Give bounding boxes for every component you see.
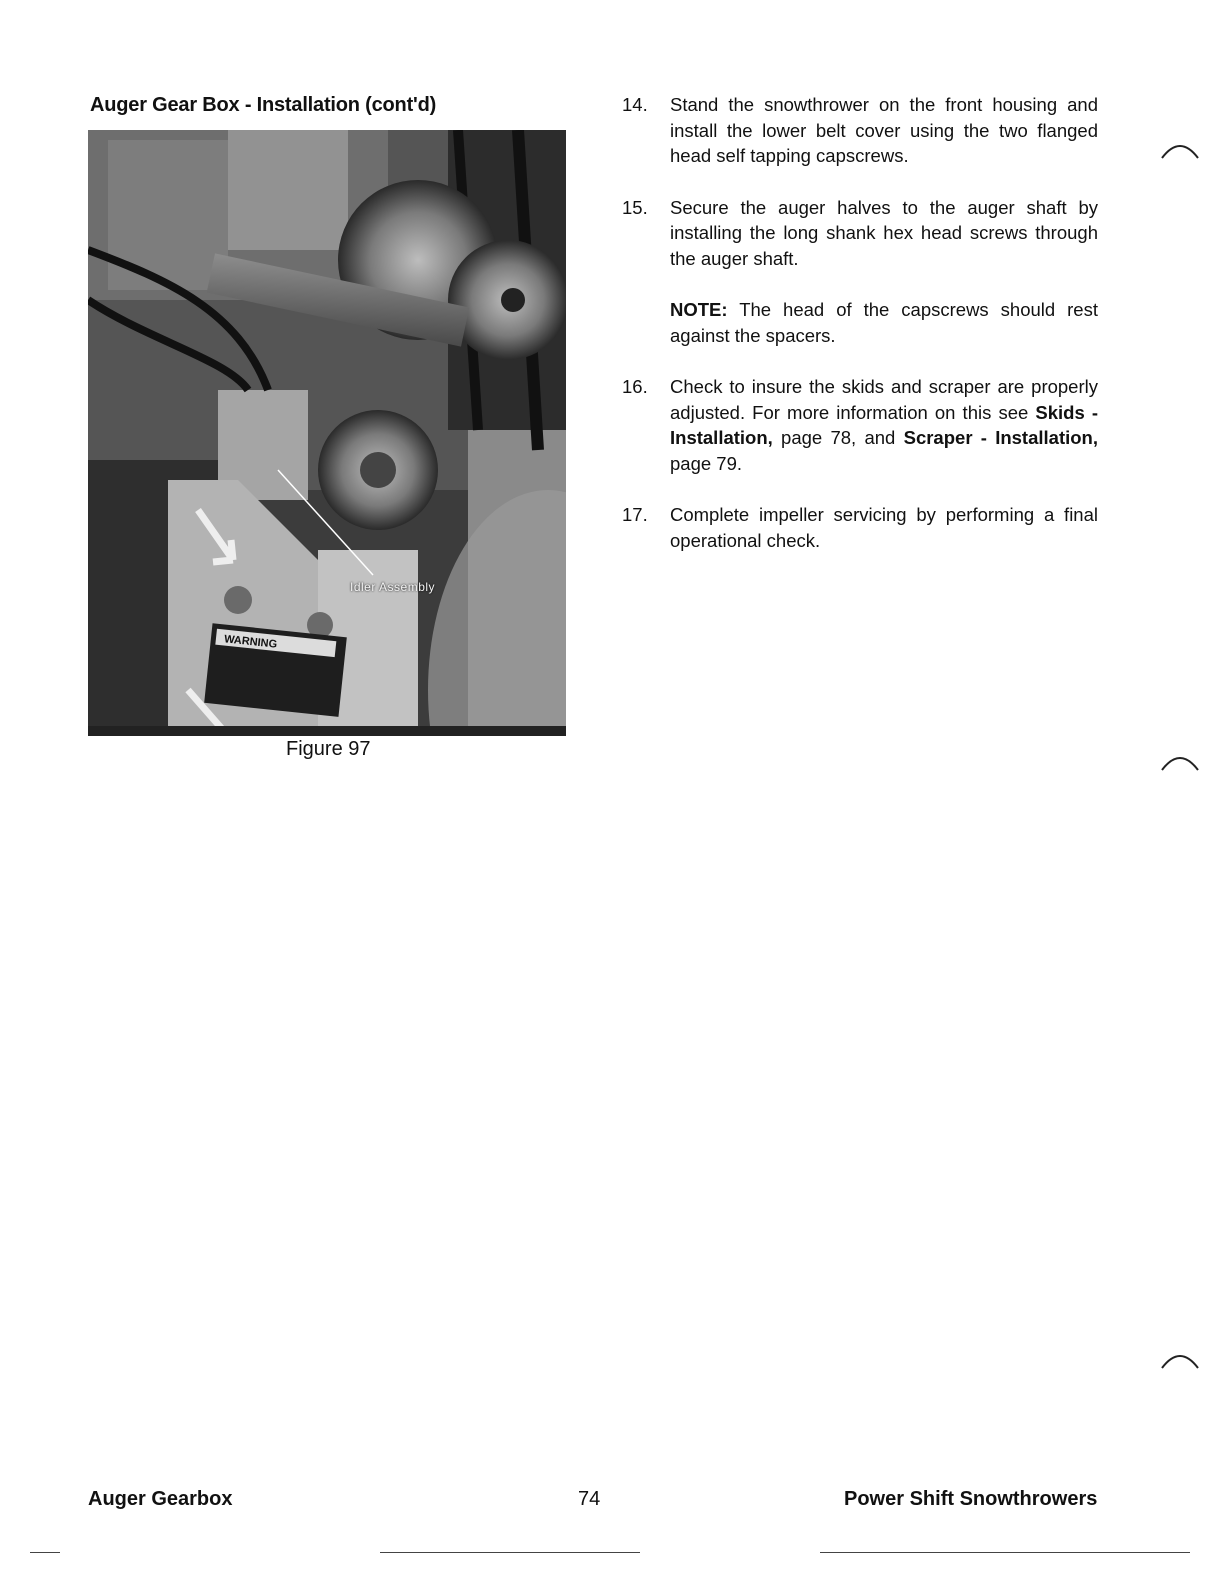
step-text-part: page 78, and [772, 427, 904, 448]
scraper-installation-reference: Scraper - Installation, [903, 427, 1098, 448]
step-text-part: Check to insure the skids and scraper are properly adjusted. For more information on this see [670, 376, 1098, 423]
skids-installation-reference: Skids - Installation, [670, 401, 1098, 448]
step-text: Complete impeller servicing by performing a final operational check. [670, 504, 1098, 551]
step-16 [622, 374, 1098, 476]
binder-hole-mark-icon [1160, 752, 1200, 772]
step-17 [622, 502, 1098, 553]
figure-photo [88, 130, 566, 736]
note [670, 297, 1098, 348]
step-number: 14. [622, 94, 648, 115]
note-label: NOTE: [670, 299, 728, 320]
step-14 [622, 92, 1098, 169]
binder-hole-mark-icon [1160, 1350, 1200, 1370]
footer-section-name: Auger Gearbox [88, 1488, 233, 1510]
page-number: 74 [578, 1488, 601, 1510]
note-text: The head of the capscrews should rest against the spacers. [670, 299, 1098, 346]
step-list [622, 92, 1098, 579]
footer-manual-title: Power Shift Snowthrowers [844, 1488, 1098, 1510]
step-number: 17. [622, 504, 648, 525]
step-number: 16. [622, 376, 648, 397]
figure-caption: Figure 97 [286, 738, 371, 760]
step-text [670, 374, 1098, 476]
step-text-part: page 79. [670, 452, 743, 474]
scan-edge-line [30, 1552, 60, 1553]
step-15 [622, 195, 1098, 272]
step-text: Stand the snowthrower on the front housing and install the lower belt cover using the two flanged head self tapping capscrews. [670, 94, 1098, 166]
scan-edge-line [380, 1552, 640, 1553]
engine-photo-illustration [88, 130, 566, 736]
binder-hole-mark-icon [1160, 140, 1200, 160]
step-number: 15. [622, 196, 648, 218]
idler-assembly-callout: Idler Assembly [350, 580, 436, 594]
warning-label: WARNING [223, 633, 278, 651]
step-text: Secure the auger halves to the auger shaft by installing the long shank hex head screws through the auger shaft. [670, 196, 1098, 269]
section-title: Auger Gear Box - Installation (cont'd) [90, 94, 437, 116]
scan-edge-line [820, 1552, 1190, 1553]
